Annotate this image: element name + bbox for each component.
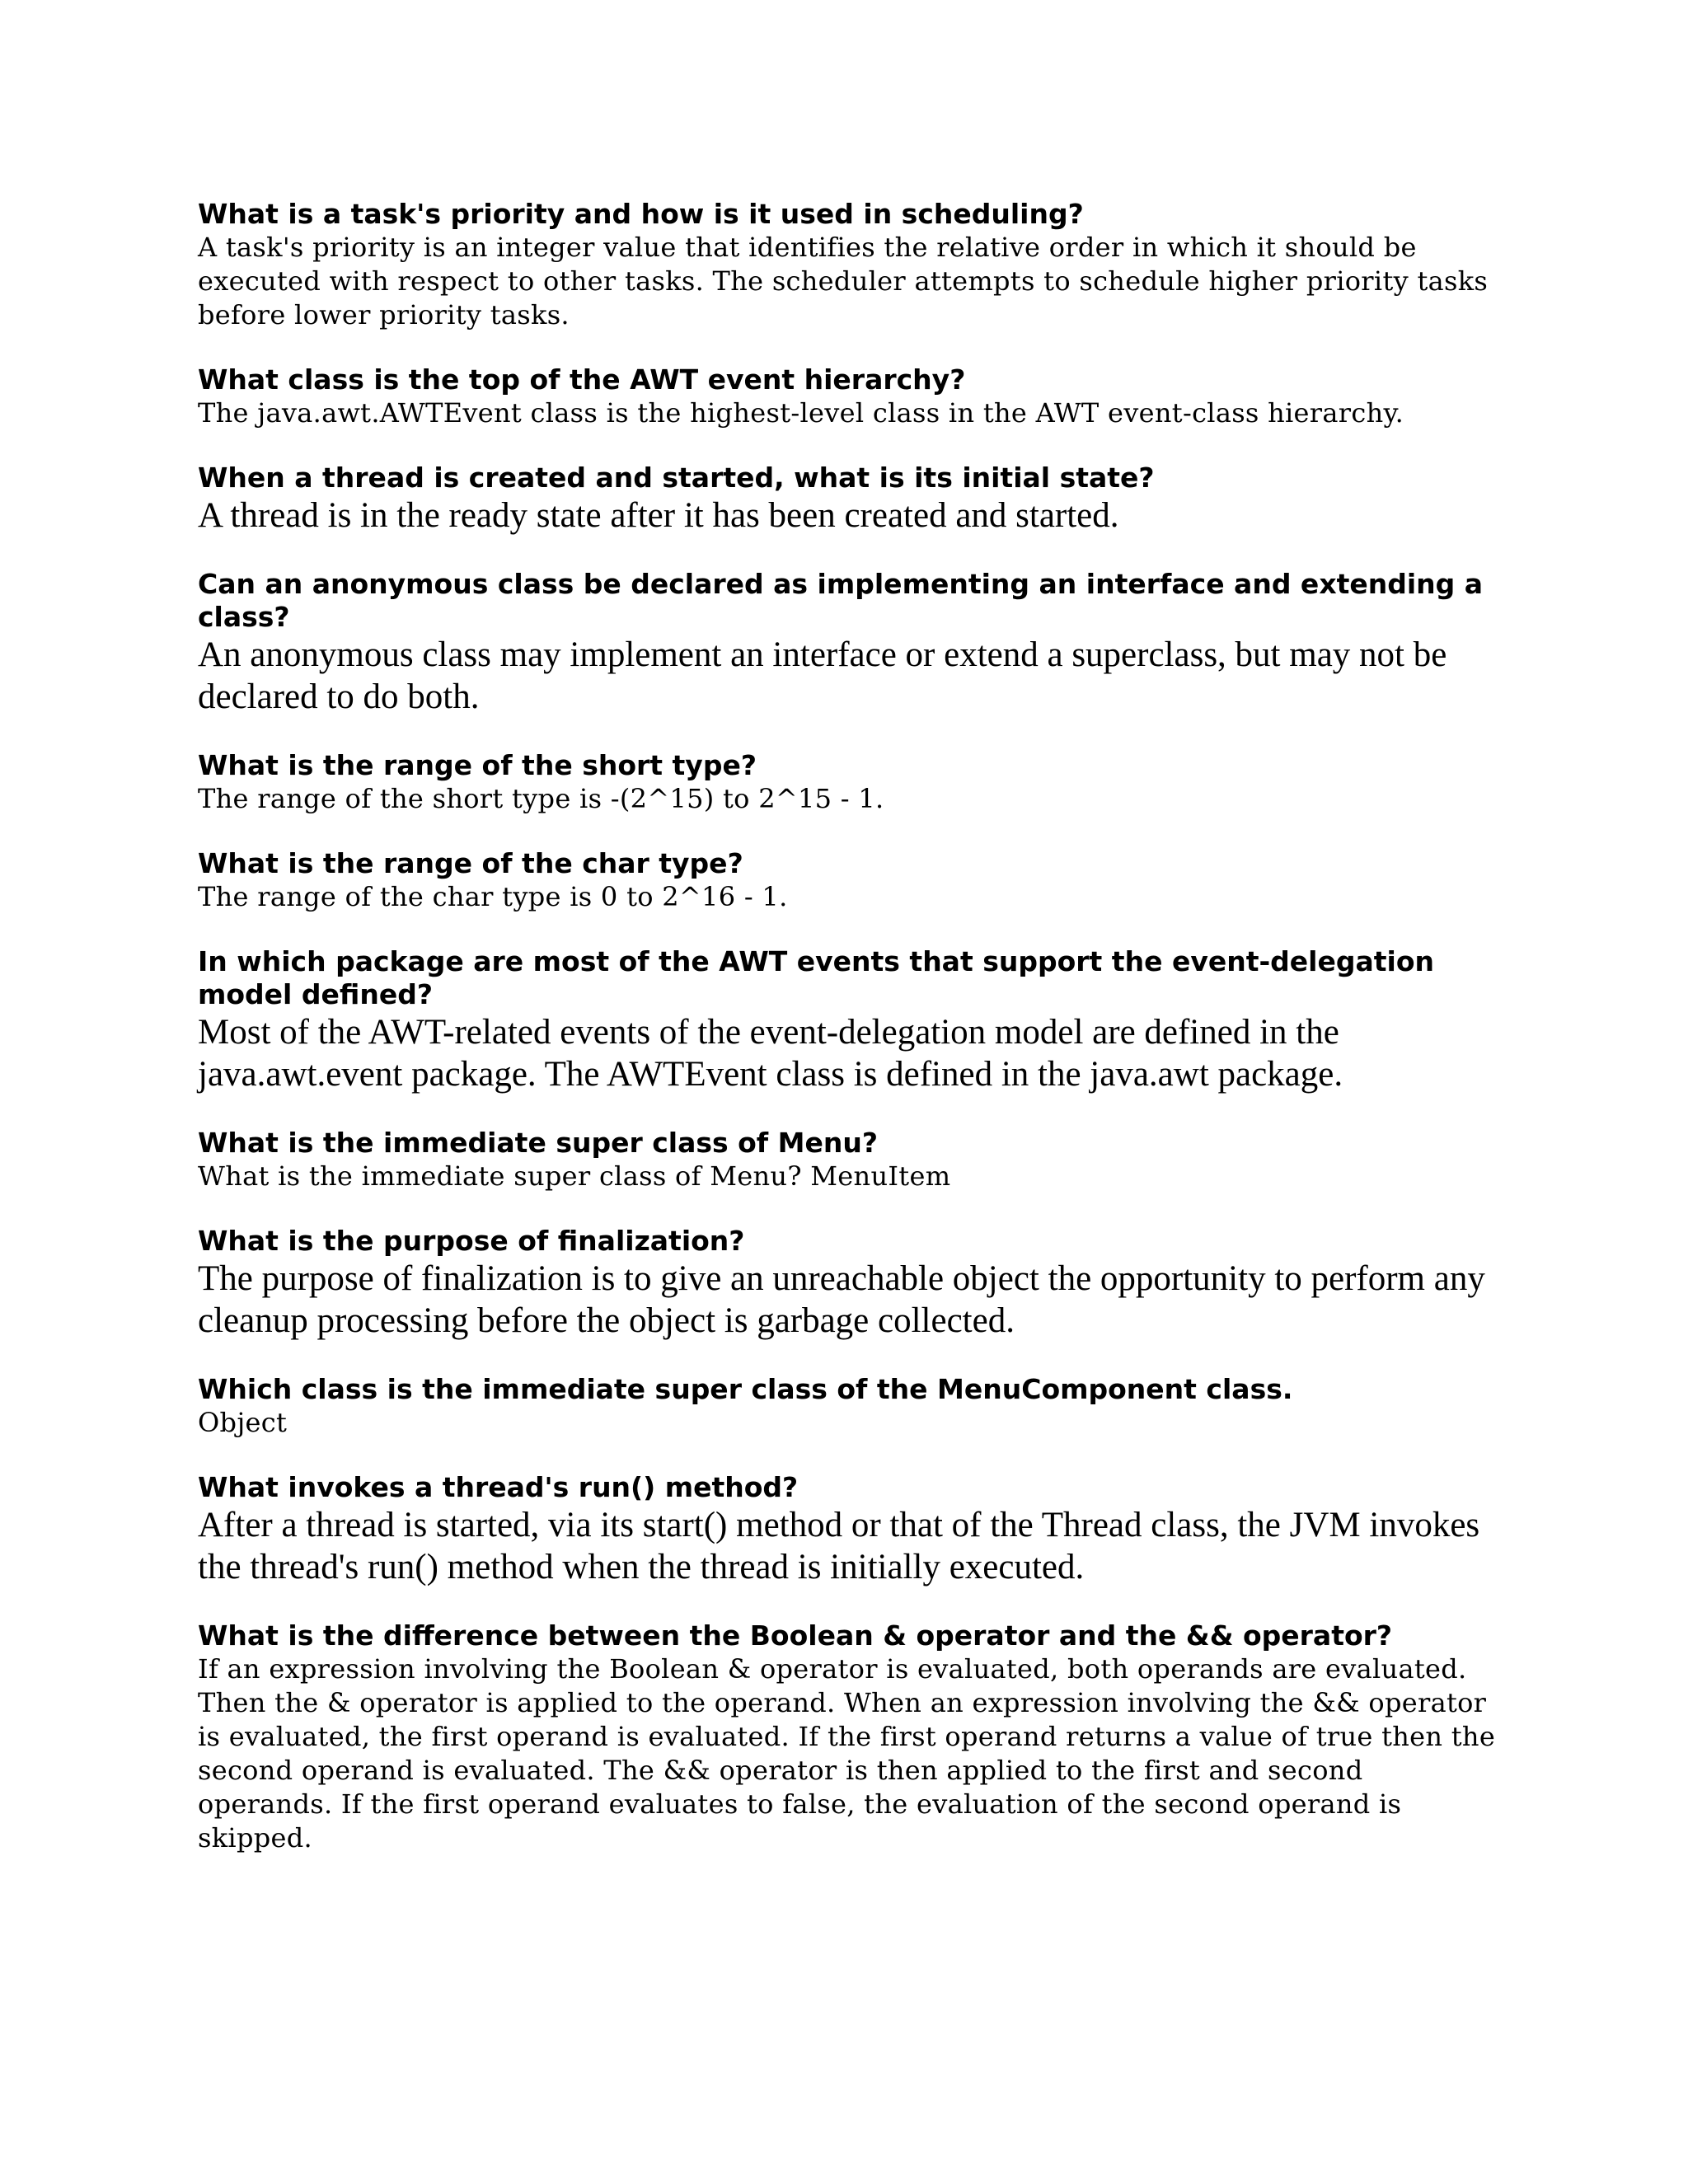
answer: A task's priority is an integer value that identifies the relative order in which it should be executed with respect to other tasks. The scheduler attempts to schedule higher priority tasks before lower priority tasks. bbox=[198, 232, 1489, 330]
qa-item bbox=[198, 847, 1500, 914]
qa-item bbox=[198, 1471, 1500, 1588]
qa-item bbox=[198, 1619, 1500, 1855]
qa-item bbox=[198, 1373, 1500, 1440]
qa-item bbox=[198, 568, 1500, 718]
qa-item bbox=[198, 462, 1500, 537]
question: What is a task's priority and how is it used in scheduling? bbox=[198, 198, 1084, 230]
answer: The java.awt.AWTEvent class is the highest-level class in the AWT event-class hierarchy. bbox=[198, 397, 1404, 429]
qa-item bbox=[198, 198, 1500, 332]
qa-item bbox=[198, 363, 1500, 430]
answer: After a thread is started, via its start() method or that of the Thread class, the JVM invokes the thread's run() method when the thread is initially executed. bbox=[198, 1506, 1480, 1586]
qa-item bbox=[198, 1127, 1500, 1193]
answer: What is the immediate super class of Menu? MenuItem bbox=[198, 1160, 951, 1192]
answer: The purpose of finalization is to give an unreachable object the opportunity to perform any cleanup processing before the object is garbage collected. bbox=[198, 1259, 1485, 1340]
question: When a thread is created and started, what is its initial state? bbox=[198, 462, 1155, 494]
question: What class is the top of the AWT event hierarchy? bbox=[198, 363, 966, 396]
question: Which class is the immediate super class of the MenuComponent class. bbox=[198, 1373, 1293, 1405]
qa-item bbox=[198, 1225, 1500, 1342]
qa-item bbox=[198, 749, 1500, 816]
question: Can an anonymous class be declared as implementing an interface and extending a class? bbox=[198, 568, 1484, 633]
question: What is the difference between the Boolean & operator and the && operator? bbox=[198, 1619, 1393, 1652]
answer: An anonymous class may implement an interface or extend a superclass, but may not be declared to do both. bbox=[198, 635, 1447, 716]
answer: A thread is in the ready state after it has been created and started. bbox=[198, 496, 1119, 535]
qa-list bbox=[198, 198, 1500, 1886]
question: What invokes a thread's run() method? bbox=[198, 1471, 799, 1503]
question: What is the immediate super class of Menu? bbox=[198, 1127, 878, 1159]
question: What is the purpose of finalization? bbox=[198, 1225, 745, 1257]
answer: Most of the AWT-related events of the event-delegation model are defined in the java.awt.event package. The AWTEvent class is defined in the java.awt package. bbox=[198, 1013, 1343, 1094]
question: In which package are most of the AWT events that support the event-delegation model defined? bbox=[198, 945, 1435, 1010]
qa-item bbox=[198, 945, 1500, 1095]
answer: The range of the char type is 0 to 2^16 - 1. bbox=[198, 881, 788, 912]
answer: The range of the short type is -(2^15) to 2^15 - 1. bbox=[198, 783, 884, 814]
question: What is the range of the short type? bbox=[198, 749, 757, 781]
question: What is the range of the char type? bbox=[198, 847, 743, 879]
answer: Object bbox=[198, 1407, 288, 1438]
answer: If an expression involving the Boolean & operator is evaluated, both operands are evaluated. Then the & operator is applied to the operand. When an expression involving the && operator is evaluated, the first operand is evaluated. If the first operand returns a value of true then the second operand is evaluated. The && operator is then applied to the first and second operands. If the first operand evaluates to false, the evaluation of the second operand is skipped. bbox=[198, 1653, 1496, 1854]
